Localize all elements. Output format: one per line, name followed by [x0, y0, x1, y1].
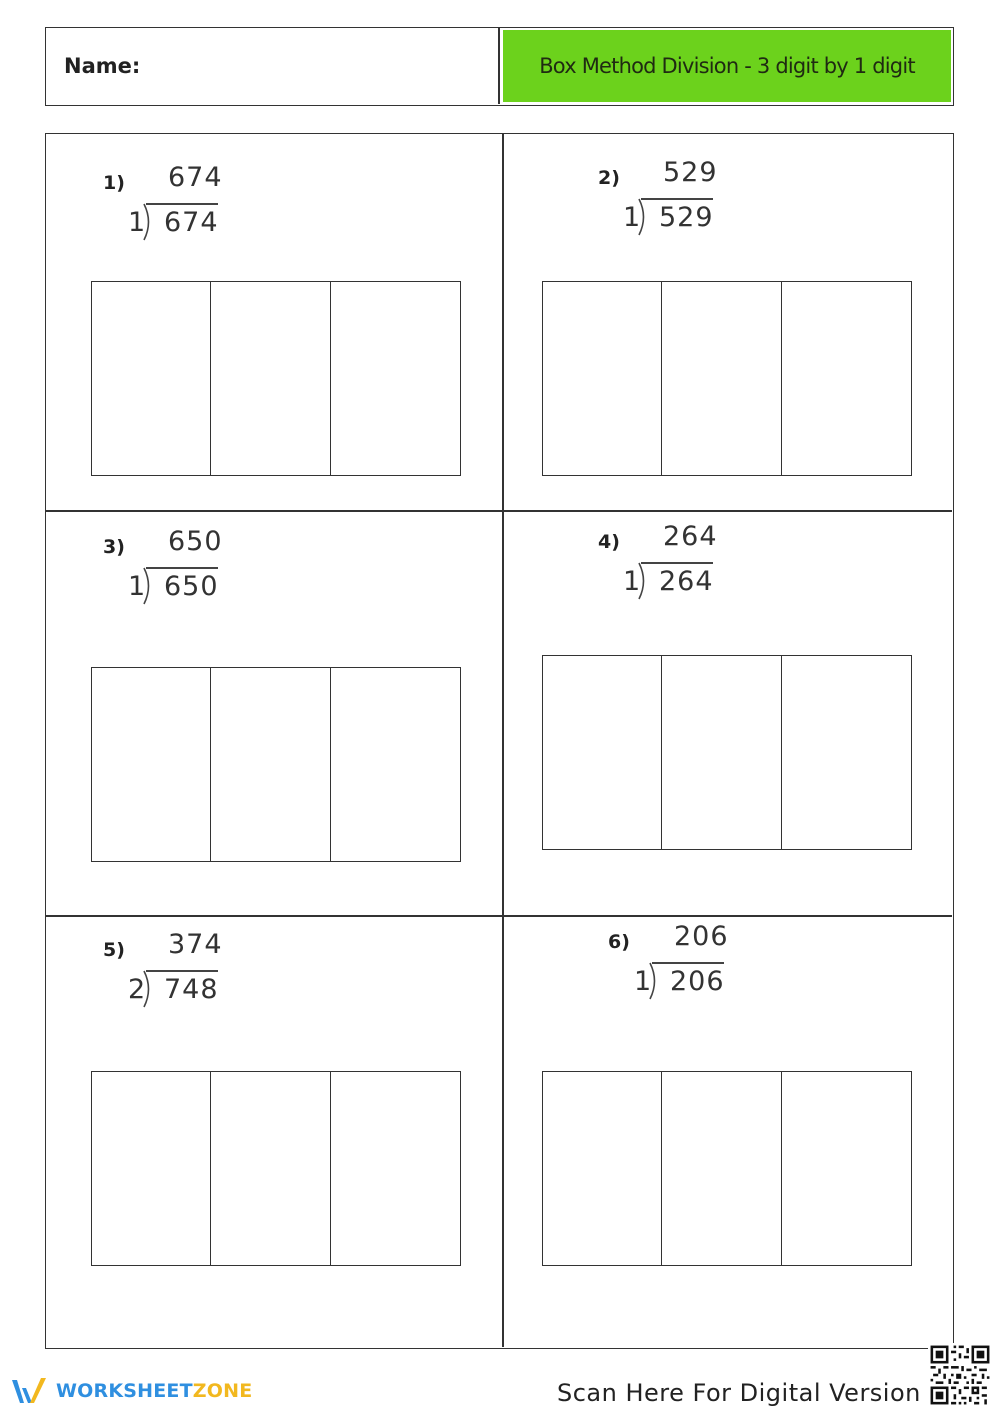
problem-number: 4) — [598, 531, 620, 553]
division-bar — [641, 562, 713, 564]
box-cell[interactable] — [92, 282, 211, 475]
logo-text: WORKSHEETZONE — [56, 1380, 253, 1402]
division-bar — [146, 567, 218, 569]
box-cell[interactable] — [782, 1072, 911, 1265]
quotient: 650 — [168, 526, 223, 557]
quotient: 264 — [663, 521, 718, 552]
divisor: 1 — [128, 571, 146, 602]
worksheetzone-logo[interactable] — [10, 1376, 252, 1406]
dividend: 674 — [164, 207, 219, 238]
box-cell[interactable] — [211, 668, 331, 861]
division-bar — [652, 962, 724, 964]
division-bracket-icon — [142, 969, 154, 1009]
box-cell[interactable] — [211, 282, 331, 475]
divisor: 1 — [623, 566, 641, 597]
answer-box[interactable] — [91, 667, 461, 862]
dividend: 748 — [164, 974, 219, 1005]
division-bracket-icon — [637, 197, 649, 237]
problem-grid — [45, 133, 954, 1349]
box-cell[interactable] — [331, 282, 460, 475]
problem-number: 2) — [598, 167, 620, 189]
answer-box[interactable] — [91, 281, 461, 476]
grid-row-divider — [46, 915, 952, 917]
problem-number: 1) — [103, 172, 125, 194]
division-bracket-icon — [142, 566, 154, 606]
logo-w-icon — [10, 1376, 50, 1406]
quotient: 374 — [168, 929, 223, 960]
dividend: 264 — [659, 566, 714, 597]
quotient: 529 — [663, 157, 718, 188]
divisor: 1 — [634, 966, 652, 997]
problem-number: 3) — [103, 536, 125, 558]
box-cell[interactable] — [331, 668, 460, 861]
qr-code-icon[interactable] — [928, 1343, 992, 1407]
worksheet-title: Box Method Division - 3 digit by 1 digit — [503, 30, 951, 102]
division-bar — [146, 970, 218, 972]
divisor: 1 — [128, 207, 146, 238]
problem-number: 6) — [608, 931, 630, 953]
box-cell[interactable] — [662, 1072, 782, 1265]
division-bracket-icon — [648, 961, 660, 1001]
worksheet-header — [45, 27, 954, 106]
divisor: 2 — [128, 974, 146, 1005]
dividend: 650 — [164, 571, 219, 602]
box-cell[interactable] — [331, 1072, 460, 1265]
box-cell[interactable] — [543, 282, 662, 475]
box-cell[interactable] — [92, 668, 211, 861]
quotient: 674 — [168, 162, 223, 193]
dividend: 206 — [670, 966, 725, 997]
box-cell[interactable] — [662, 656, 782, 849]
box-cell[interactable] — [92, 1072, 211, 1265]
divisor: 1 — [623, 202, 641, 233]
answer-box[interactable] — [542, 655, 912, 850]
answer-box[interactable] — [91, 1071, 461, 1266]
division-bar — [146, 203, 218, 205]
box-cell[interactable] — [782, 282, 911, 475]
division-bracket-icon — [637, 561, 649, 601]
problem-number: 5) — [103, 939, 125, 961]
box-cell[interactable] — [543, 656, 662, 849]
quotient: 206 — [674, 921, 729, 952]
division-bar — [641, 198, 713, 200]
grid-column-divider — [502, 134, 504, 1347]
answer-box[interactable] — [542, 281, 912, 476]
name-label: Name: — [64, 54, 141, 78]
scan-text: Scan Here For Digital Version — [557, 1379, 921, 1407]
box-cell[interactable] — [211, 1072, 331, 1265]
grid-row-divider — [46, 510, 952, 512]
box-cell[interactable] — [782, 656, 911, 849]
header-divider — [498, 28, 500, 104]
answer-box[interactable] — [542, 1071, 912, 1266]
division-bracket-icon — [142, 202, 154, 242]
box-cell[interactable] — [543, 1072, 662, 1265]
dividend: 529 — [659, 202, 714, 233]
box-cell[interactable] — [662, 282, 782, 475]
